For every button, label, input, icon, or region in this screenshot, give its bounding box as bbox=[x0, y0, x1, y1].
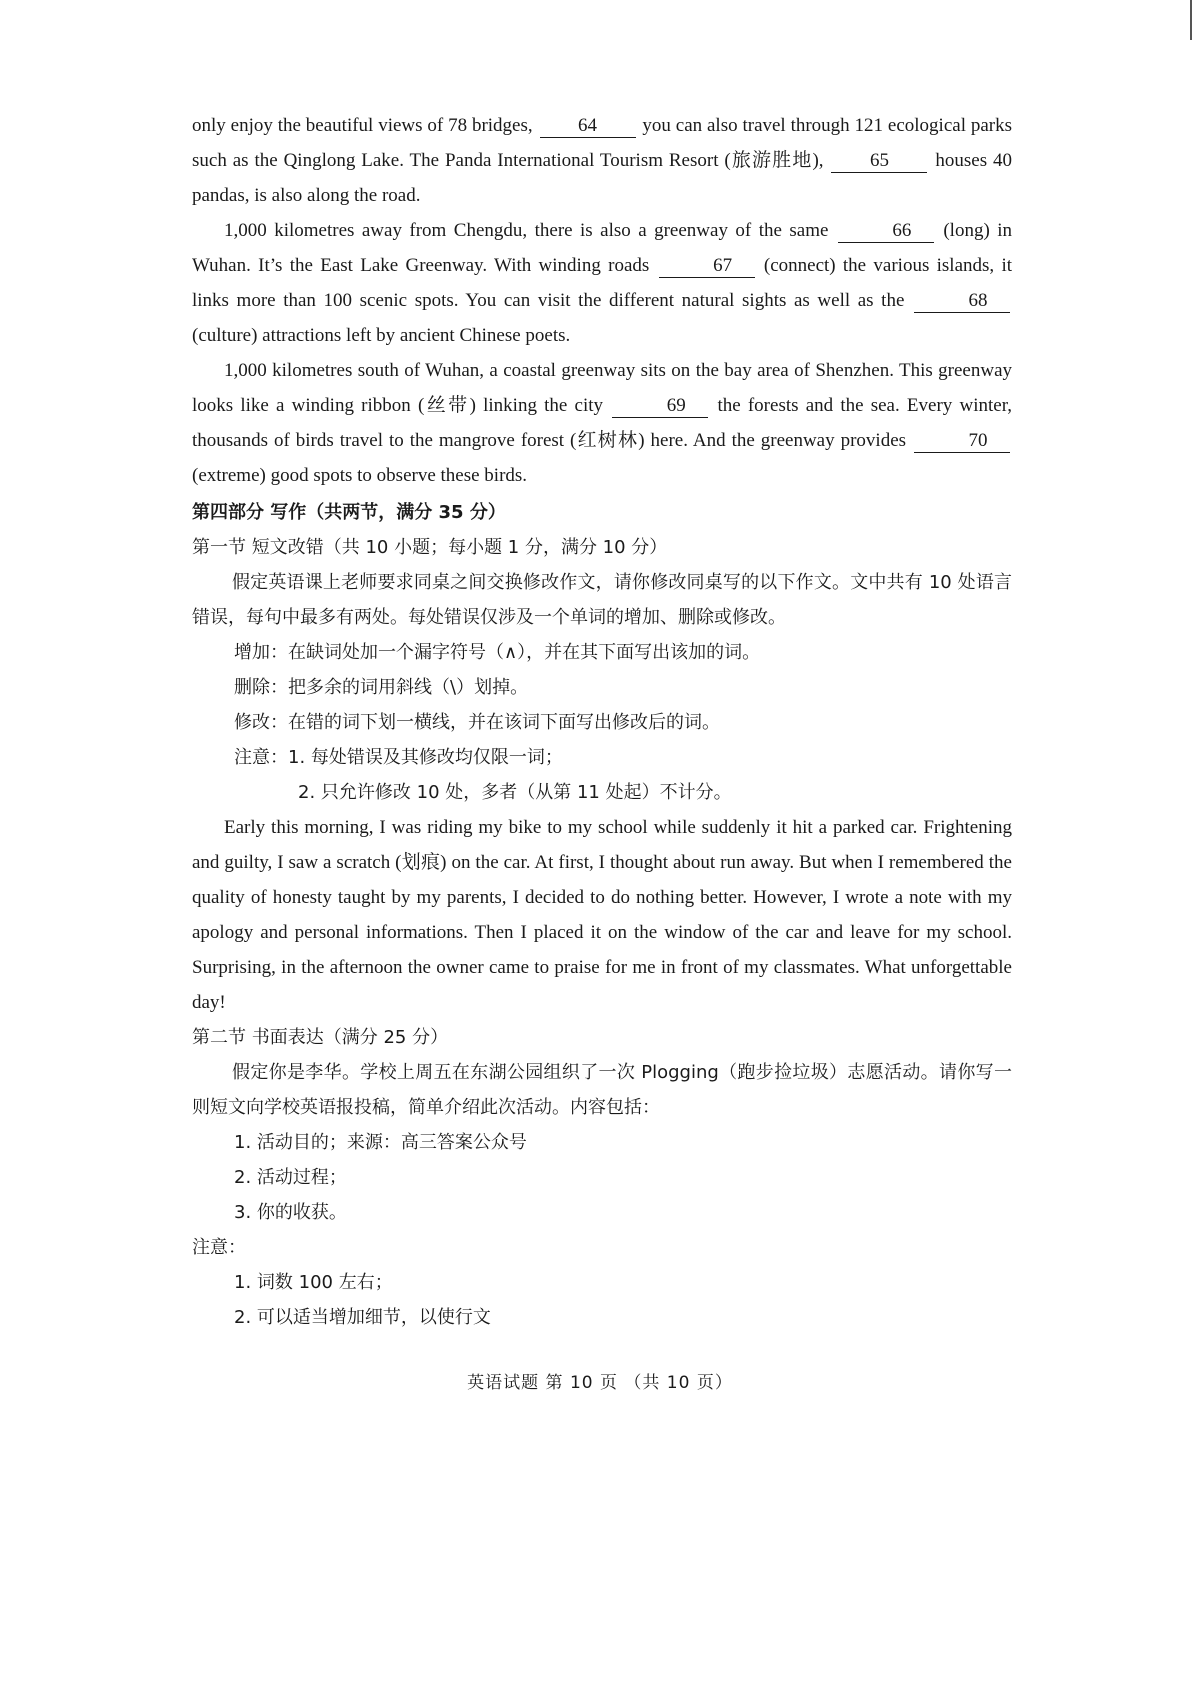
blank-68: 68 bbox=[914, 290, 1010, 313]
section1-modify-rule: 修改：在错的词下划一横线，并在该词下面写出修改后的词。 bbox=[234, 712, 720, 733]
text: (long) in Wuhan. It’s the East Lake Greenway. With winding roads bbox=[192, 220, 1013, 276]
note-label: 注意： bbox=[192, 1237, 246, 1258]
content-item-1: 1. 活动目的；来源：高三答案公众号 bbox=[234, 1132, 527, 1153]
section1-delete-rule: 删除：把多余的词用斜线（\）划掉。 bbox=[234, 677, 529, 698]
section2-title: 第二节 书面表达（满分 25 分） bbox=[192, 1027, 449, 1048]
section1-title: 第一节 短文改错（共 10 小题；每小题 1 分，满分 10 分） bbox=[192, 537, 668, 558]
note-item-2: 2. 可以适当增加细节，以使行文 bbox=[234, 1307, 491, 1328]
scan-edge-mark bbox=[1190, 0, 1192, 40]
passage-paragraph-1 bbox=[192, 108, 1012, 213]
error-correction-essay: Early this morning, I was riding my bike to my school while suddenly it hit a parked car. Frightening and guilty, I saw a scratch (划痕) on the car. At first, I thought about run away. But when I remembered the quality of honesty taught by my parents, I decided to do nothing better. However, I wrote a note with my apology and personal informations. Then I placed it on the window of the car and leave for my school. Surprising, in the afternoon the owner came to praise for me in front of my classmates. What unforgettable day! bbox=[192, 817, 1012, 1013]
text: you can also travel through 121 ecological parks such as the Qinglong Lake. The Panda International Tourism Resort (旅游胜地), bbox=[192, 115, 1013, 171]
exam-page bbox=[192, 108, 1012, 1335]
text: 1,000 kilometres south of Wuhan, a coastal greenway sits on the bay area of Shenzhen. This greenway looks like a winding ribbon (丝带) linking the city bbox=[192, 360, 1012, 416]
text: (extreme) good spots to observe these birds. bbox=[192, 465, 528, 486]
section1-add-rule: 增加：在缺词处加一个漏字符号（∧），并在其下面写出该加的词。 bbox=[234, 642, 761, 663]
text: 1,000 kilometres away from Chengdu, there is also a greenway of the same bbox=[224, 220, 829, 241]
text: (connect) the various islands, it links more than 100 scenic spots. You can visit the different natural sights as well as the bbox=[192, 255, 1013, 311]
blank-66: 66 bbox=[838, 220, 934, 243]
content-item-2: 2. 活动过程； bbox=[234, 1167, 347, 1188]
section1-note-2: 2. 只允许修改 10 处，多者（从第 11 处起）不计分。 bbox=[298, 782, 732, 803]
section2-intro: 假定你是李华。学校上周五在东湖公园组织了一次 Plogging（跑步捡垃圾）志愿活动。请你写一则短文向学校英语报投稿，简单介绍此次活动。内容包括： bbox=[192, 1062, 1012, 1118]
blank-67: 67 bbox=[659, 255, 755, 278]
blank-70: 70 bbox=[914, 430, 1010, 453]
blank-69: 69 bbox=[612, 395, 708, 418]
part4-title: 第四部分 写作（共两节，满分 35 分） bbox=[192, 502, 506, 523]
section1-intro: 假定英语课上老师要求同桌之间交换修改作文，请你修改同桌写的以下作文。文中共有 10 处语言错误，每句中最多有两处。每处错误仅涉及一个单词的增加、删除或修改。 bbox=[192, 572, 1012, 628]
blank-64: 64 bbox=[540, 115, 636, 138]
note-item-1: 1. 词数 100 左右； bbox=[234, 1272, 393, 1293]
text: the forests and the sea. Every winter, thousands of birds travel to the mangrove forest (红树林) here. And the greenway provides bbox=[192, 395, 1013, 451]
passage-paragraph-3 bbox=[192, 353, 1012, 493]
text: only enjoy the beautiful views of 78 bridges, bbox=[192, 115, 533, 136]
text: (culture) attractions left by ancient Chinese poets. bbox=[192, 325, 571, 346]
content-item-3: 3. 你的收获。 bbox=[234, 1202, 347, 1223]
passage-paragraph-2 bbox=[192, 213, 1012, 353]
blank-65: 65 bbox=[831, 150, 927, 173]
section1-note-1: 注意：1. 每处错误及其修改均仅限一词； bbox=[234, 747, 563, 768]
page-footer: 英语试题 第 10 页 （共 10 页） bbox=[467, 1373, 733, 1393]
text: houses 40 pandas, is also along the road. bbox=[192, 150, 1012, 206]
